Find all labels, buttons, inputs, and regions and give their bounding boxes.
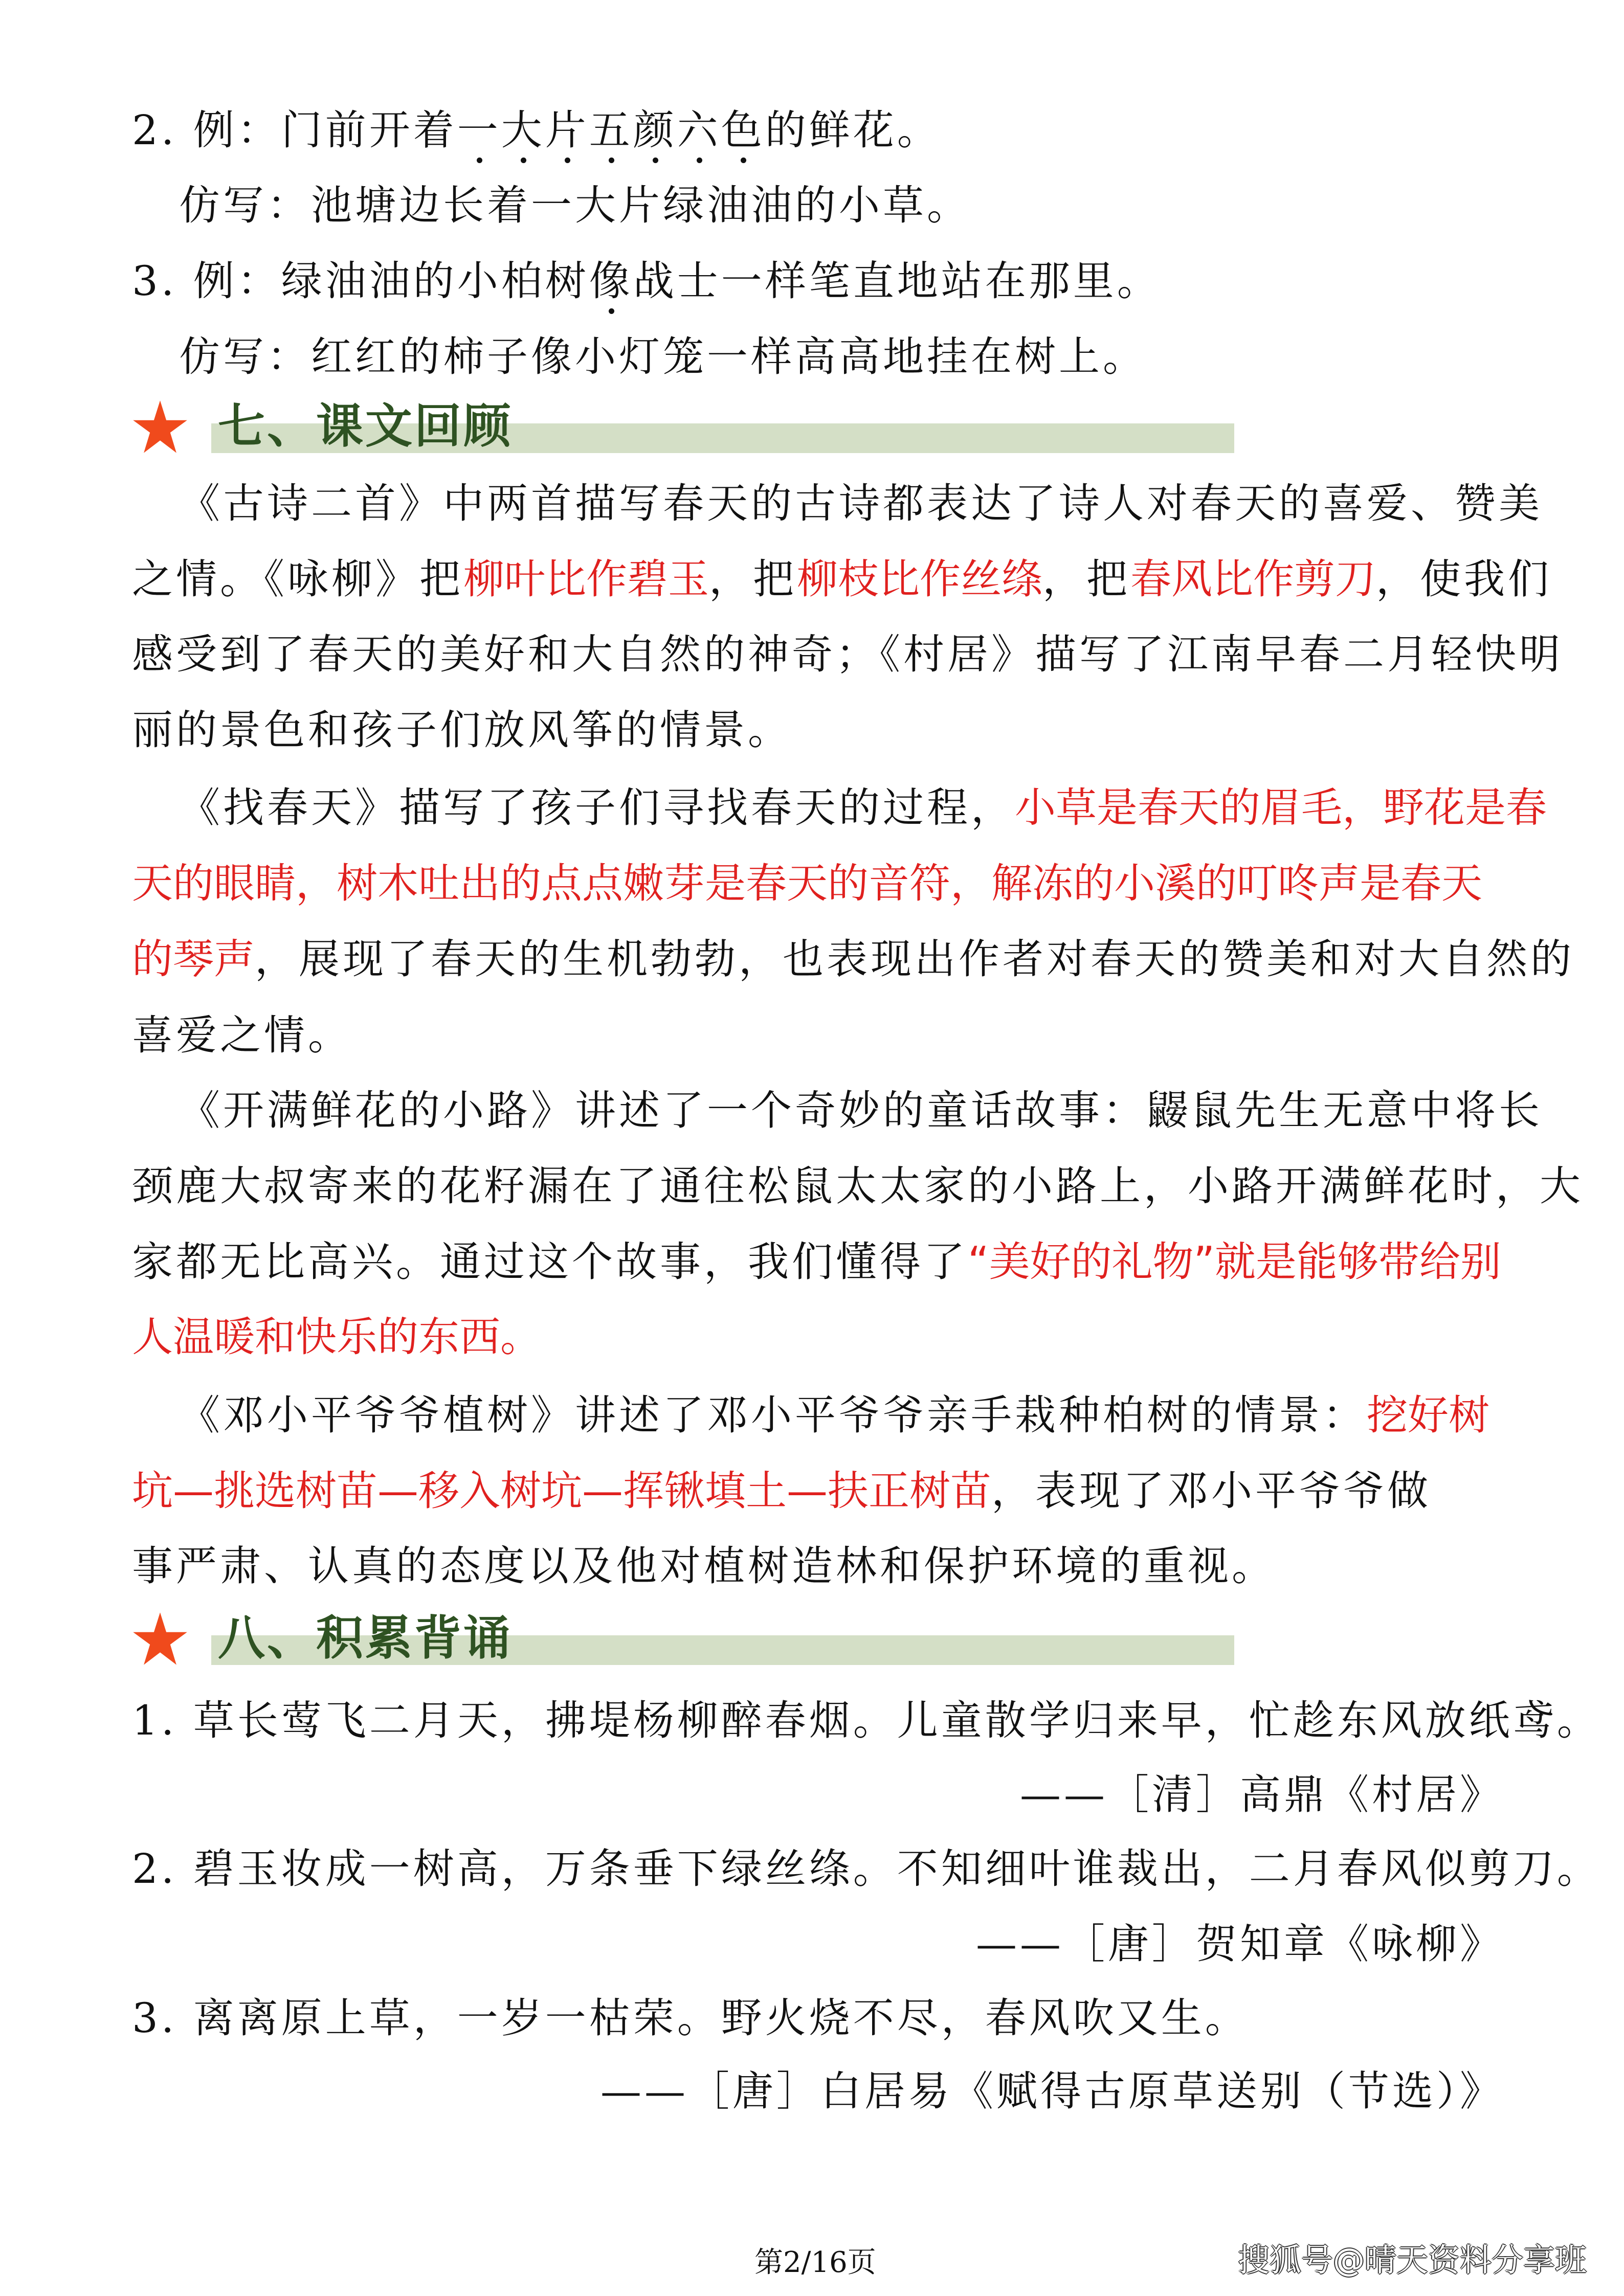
highlight-text: 春风比作剪刀 — [1130, 555, 1376, 603]
review-p3-line3 — [132, 1236, 1503, 1288]
review-p2-line1 — [179, 782, 1550, 834]
highlight-text: “美好的礼物”就是能够带给别 — [968, 1238, 1501, 1286]
example-2-line — [132, 105, 1503, 156]
section-7-header — [132, 394, 1237, 465]
example-3-label: 3. 例： — [132, 257, 281, 305]
highlight-text: 的琴声 — [132, 935, 255, 983]
review-p3-line1: 《开满鲜花的小路》讲述了一个奇妙的童话故事：鼹鼠先生无意中将长 — [179, 1087, 1543, 1134]
highlight-text: 柳叶比作碧玉 — [463, 555, 709, 603]
text: ，把 — [709, 555, 797, 603]
page-number: 第2/16页 — [754, 2246, 876, 2279]
text: ，把 — [1042, 555, 1130, 603]
dotted-char: 像 — [589, 256, 633, 307]
example-2-text-end: 的鲜花。 — [765, 106, 941, 154]
example-3-text-end: 战士一样笔直地站在那里。 — [633, 257, 1161, 305]
text: 《邓小平爷爷植树》讲述了邓小平爷爷亲手栽种柏树的情景： — [179, 1391, 1367, 1439]
review-p1-line3: 感受到了春天的美好和大自然的神奇；《村居》描写了江南早春二月轻快明 — [132, 631, 1563, 678]
text: 家都无比高兴。通过这个故事，我们懂得了 — [132, 1238, 968, 1286]
dotted-char: 大 — [501, 105, 545, 156]
poem-3-text: 3. 离离原上草，一岁一枯荣。野火烧不尽，春风吹又生。 — [132, 1994, 1249, 2042]
dotted-char: 颜 — [633, 105, 677, 156]
section-8-header — [132, 1606, 1237, 1677]
section-8-title: 八、积累背诵 — [218, 1611, 513, 1665]
star-icon — [132, 399, 188, 455]
text: ，展现了春天的生机勃勃，也表现出作者对春天的赞美和对大自然的 — [255, 935, 1574, 983]
review-p3-line4: 人温暖和快乐的东西。 — [132, 1313, 541, 1361]
highlight-text: 小草是春天的眉毛，野花是春 — [1015, 784, 1547, 831]
review-p4-line1 — [179, 1390, 1550, 1441]
poem-1-text: 1. 草长莺飞二月天，拂堤杨柳醉春烟。儿童散学归来早，忙趁东风放纸鸢。 — [132, 1697, 1601, 1744]
review-p2-line3 — [132, 934, 1574, 985]
dotted-char: 一 — [457, 105, 501, 156]
dotted-char: 五 — [589, 105, 633, 156]
review-p1-line2 — [132, 554, 1552, 605]
dotted-char: 六 — [677, 105, 721, 156]
dotted-char: 色 — [721, 105, 765, 156]
text: 《找春天》描写了孩子们寻找春天的过程， — [179, 784, 1015, 831]
watermark: 搜狐号@晴天资料分享班 — [1238, 2241, 1587, 2279]
highlight-text: 挖好树 — [1367, 1391, 1489, 1439]
poem-2-text: 2. 碧玉妆成一树高，万条垂下绿丝绦。不知细叶谁裁出，二月春风似剪刀。 — [132, 1845, 1601, 1893]
review-p4-line3: 事严肃、认真的态度以及他对植树造林和保护环境的重视。 — [132, 1542, 1276, 1590]
example-2-text: 门前开着 — [281, 106, 457, 154]
review-p2-line2: 天的眼睛，树木吐出的点点嫩芽是春天的音符，解冻的小溪的叮咚声是春天 — [132, 860, 1482, 907]
example-3-text: 绿油油的小柏树 — [281, 257, 589, 305]
example-2-imitation: 仿写：池塘边长着一大片绿油油的小草。 — [179, 182, 971, 229]
example-3-line — [132, 256, 1503, 307]
text: 之情。《咏柳》把 — [132, 555, 463, 603]
example-3-imitation: 仿写：红红的柿子像小灯笼一样高高地挂在树上。 — [179, 333, 1147, 380]
section-7-title: 七、课文回顾 — [218, 399, 513, 454]
poem-2-attribution: ——［唐］贺知章《咏柳》 — [976, 1920, 1504, 1968]
star-icon — [132, 1611, 188, 1667]
poem-3-attribution: ——［唐］白居易《赋得古原草送别（节选）》 — [600, 2067, 1504, 2115]
highlight-text: 柳枝比作丝绦 — [797, 555, 1042, 603]
review-p2-line4: 喜爱之情。 — [132, 1011, 352, 1059]
example-2-label: 2. 例： — [132, 106, 281, 154]
dotted-char: 片 — [545, 105, 589, 156]
review-p1-line1: 《古诗二首》中两首描写春天的古诗都表达了诗人对春天的喜爱、赞美 — [179, 480, 1543, 527]
highlight-text: 坑—挑选树苗—移入树坑—挥锹填土—扶正树苗 — [132, 1467, 991, 1515]
review-p4-line2 — [132, 1466, 1503, 1517]
text: ，使我们 — [1376, 555, 1552, 603]
review-p3-line2: 颈鹿大叔寄来的花籽漏在了通往松鼠太太家的小路上，小路开满鲜花时，大 — [132, 1162, 1584, 1210]
review-p1-line4: 丽的景色和孩子们放风筝的情景。 — [132, 706, 792, 754]
poem-1-attribution: ——［清］高鼎《村居》 — [1020, 1771, 1504, 1818]
text: ，表现了邓小平爷爷做 — [991, 1467, 1431, 1515]
